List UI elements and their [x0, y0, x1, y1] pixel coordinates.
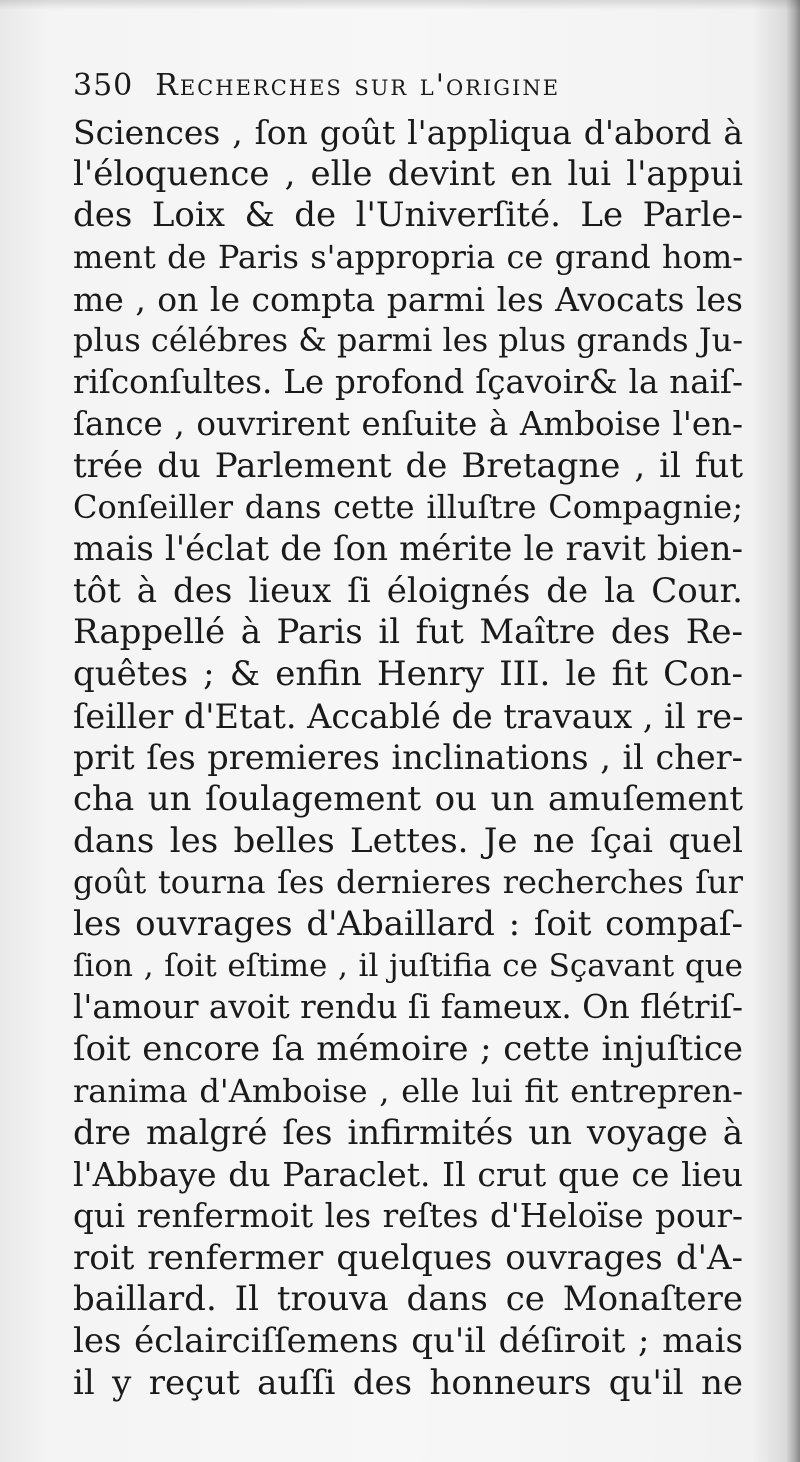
text-line: ranima d'Amboise , elle lui fit entrepren-	[73, 1071, 743, 1110]
text-line: ſeiller d'Etat. Accablé de travaux , il re-	[73, 696, 743, 736]
text-line: ment de Paris s'appropria ce grand hom-	[73, 238, 743, 277]
text-line: cha un ſoulagement ou un amuſement	[73, 779, 743, 819]
text-line: mais l'éclat de ſon mérite le ravit bien-	[73, 528, 743, 569]
text-line: tôt à des lieux ſi éloignés de la Cour.	[73, 570, 743, 611]
text-line: roit renfermer quelques ouvrages d'A-	[73, 1237, 743, 1278]
text-line: l'éloquence , elle devint en lui l'appui	[73, 153, 743, 194]
text-line: Rappellé à Paris il fut Maître des Re-	[73, 612, 743, 653]
text-line: dre malgré ſes infirmités un voyage à	[73, 1112, 743, 1153]
text-line: l'amour avoit rendu ſi fameux. On flétriſ-	[73, 988, 743, 1027]
text-line: plus célébres & parmi les plus grands Ju-	[73, 321, 743, 360]
text-line: quêtes ; & enfin Henry III. le fit Con-	[73, 653, 743, 694]
page-top-shadow	[0, 0, 800, 10]
text-line: des Loix & de l'Univerſité. Le Parle-	[73, 195, 743, 236]
text-line: il y reçut auſſi des honneurs qu'il ne	[73, 1362, 743, 1403]
running-title: Recherches sur l'origine	[155, 68, 561, 103]
text-line: goût tourna ſes dernieres recherches ſur	[73, 863, 743, 902]
text-line: qui renfermoit les reſtes d'Heloïse pour-	[73, 1196, 743, 1235]
text-line: baillard. Il trouva dans ce Monaſtere	[73, 1279, 743, 1320]
text-line: prit ſes premieres inclinations , il cher-	[73, 738, 743, 778]
text-line: ſoit encore ſa mémoire ; cette injuſtice	[73, 1029, 743, 1070]
text-line: Conſeiller dans cette illuſtre Compagnie;	[73, 488, 743, 527]
text-line: les ouvrages d'Abaillard : ſoit compaſ-	[73, 904, 743, 945]
page-number: 350	[73, 68, 134, 103]
text-line: l'Abbaye du Paraclet. Il crut que ce lieu	[73, 1155, 743, 1195]
text-line: Sciences , ſon goût l'appliqua d'abord à	[73, 113, 743, 152]
text-line: me , on le compta parmi les Avocats les	[73, 279, 743, 319]
text-line: ſance , ouvrirent enſuite à Amboise l'en-	[73, 404, 743, 443]
text-line: riſconſultes. Le profond ſçavoir& la naiſ-	[73, 363, 743, 402]
text-line: trée du Parlement de Bretagne , il fut	[73, 445, 743, 486]
text-line: ſion , ſoit eſtime , il juſtifia ce Sçavant que	[73, 947, 743, 984]
text-line: les éclairciſſemens qu'il déſiroit ; mais	[73, 1320, 743, 1361]
running-head	[73, 60, 743, 112]
text-line: dans les belles Lettes. Je ne ſçai quel	[73, 820, 743, 861]
page-right-shadow	[786, 0, 800, 1462]
page-text	[73, 60, 743, 1404]
